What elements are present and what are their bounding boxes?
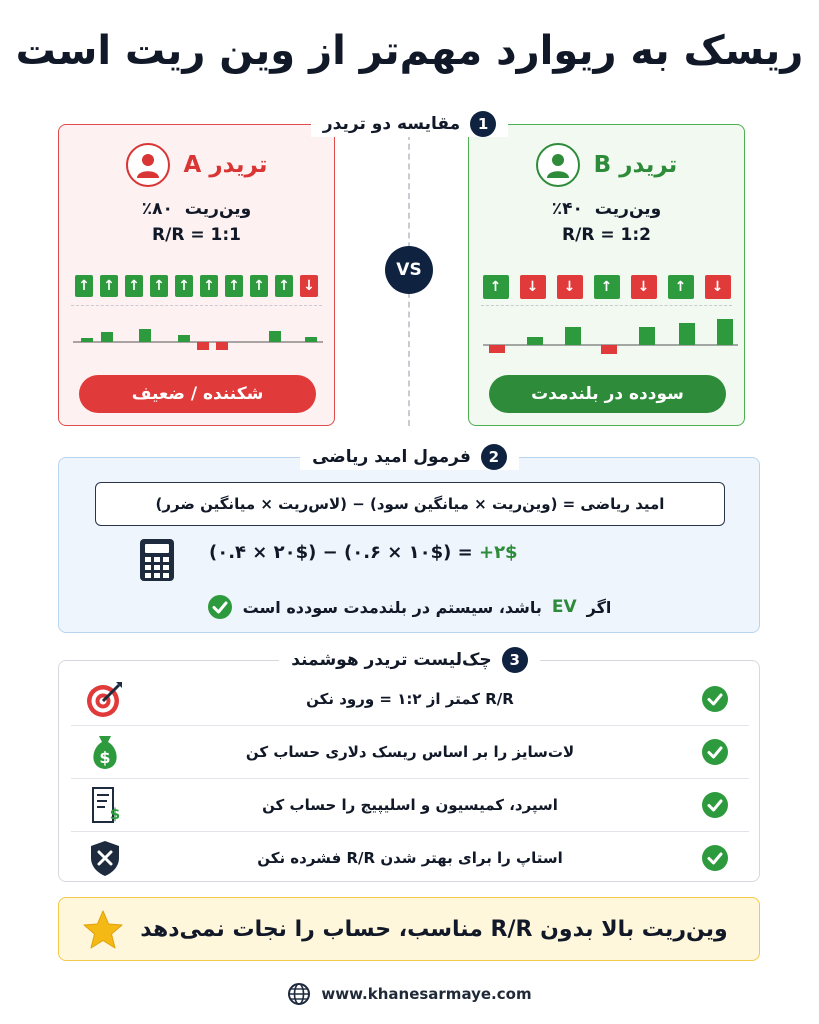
dashed-divider <box>71 305 322 306</box>
section-3-header <box>0 647 819 673</box>
arrow-up-icon: ↑ <box>594 275 620 299</box>
checklist-item <box>71 673 749 725</box>
check-circle-icon <box>701 738 729 766</box>
section-3-label: چک‌لیست تریدر هوشمند <box>291 650 492 670</box>
checklist-item-text: اسپرد، کمیسیون و اسلیپیج را حساب کن <box>262 796 558 814</box>
arrow-down-icon: ↓ <box>705 275 731 299</box>
trader-a-trade-arrows <box>59 275 334 297</box>
svg-text:$: $ <box>99 748 111 767</box>
ev-conclusion: اگر EV باشد، سیستم در بلندمدت سودده است <box>59 594 759 620</box>
section-1-label: مقایسه دو تریدر <box>322 114 461 134</box>
check-circle-icon <box>207 594 233 620</box>
checklist-section <box>58 660 760 882</box>
svg-text:$: $ <box>109 805 121 823</box>
vs-badge: VS <box>385 246 433 294</box>
arrow-up-icon: ↑ <box>175 275 193 297</box>
section-2-header <box>0 444 819 470</box>
trader-a-winrate: وین‌ریت ۸۰٪ <box>141 199 252 219</box>
checklist-item <box>71 726 749 778</box>
arrow-down-icon: ↓ <box>557 275 583 299</box>
trader-b-name: تریدر B <box>593 152 678 178</box>
arrow-down-icon: ↓ <box>300 275 318 297</box>
checklist-item-text: لات‌سایز را بر اساس ریسک دلاری حساب کن <box>245 743 575 761</box>
arrow-up-icon: ↑ <box>150 275 168 297</box>
trader-a-rr: R/R = 1:1 <box>152 225 241 245</box>
trader-a-name: تریدر A <box>183 152 268 178</box>
arrow-up-icon: ↑ <box>125 275 143 297</box>
section-1-number: 1 <box>470 111 496 137</box>
shield-x-icon <box>85 838 125 878</box>
arrow-up-icon: ↑ <box>275 275 293 297</box>
expected-value-section <box>58 457 760 633</box>
arrow-down-icon: ↓ <box>520 275 546 299</box>
section-1-header <box>0 111 819 137</box>
arrow-up-icon: ↑ <box>668 275 694 299</box>
money-bag-icon <box>85 732 125 772</box>
checklist-item <box>71 779 749 831</box>
invoice-icon <box>85 785 125 825</box>
trader-b-card <box>468 124 745 426</box>
trader-a-verdict: شکننده / ضعیف <box>79 375 316 413</box>
checklist-item-text: استاپ را برای بهتر شدن R/R فشرده نکن <box>257 849 563 867</box>
arrow-up-icon: ↑ <box>75 275 93 297</box>
section-2-number: 2 <box>481 444 507 470</box>
arrow-down-icon: ↓ <box>631 275 657 299</box>
user-avatar-icon <box>536 143 580 187</box>
target-icon <box>85 679 125 719</box>
checklist-item-text: R/R کمتر از ۱:۲ = ورود نکن <box>306 690 514 708</box>
trader-a-card <box>58 124 335 426</box>
trader-b-pnl-chart <box>483 317 738 367</box>
arrow-up-icon: ↑ <box>250 275 268 297</box>
dashed-divider <box>481 305 732 306</box>
banner-text: وین‌ریت بالا بدون R/R مناسب، حساب را نجات نمی‌دهد <box>140 916 728 942</box>
calculator-icon <box>139 538 175 582</box>
section-2-label: فرمول امید ریاضی <box>312 447 471 467</box>
ev-calculation: (۰.۴ × ۲۰$) − (۰.۶ × ۱۰$) = +۲$ <box>209 542 518 563</box>
trader-b-verdict: سودده در بلندمدت <box>489 375 726 413</box>
checklist-item <box>71 832 749 884</box>
arrow-up-icon: ↑ <box>100 275 118 297</box>
footer <box>0 982 819 1006</box>
ev-formula: امید ریاضی = (وین‌ریت × میانگین سود) − (لاس‌ریت × میانگین ضرر) <box>95 482 725 526</box>
arrow-up-icon: ↑ <box>200 275 218 297</box>
page-title: ریسک به ریوارد مهم‌تر از وین ریت است <box>15 28 804 74</box>
section-3-number: 3 <box>502 647 528 673</box>
arrow-up-icon: ↑ <box>483 275 509 299</box>
user-avatar-icon <box>126 143 170 187</box>
star-icon <box>81 908 125 952</box>
key-message-banner <box>58 897 760 961</box>
check-circle-icon <box>701 791 729 819</box>
check-circle-icon <box>701 685 729 713</box>
globe-icon <box>287 982 311 1006</box>
trader-b-rr: R/R = 1:2 <box>562 225 651 245</box>
trader-a-pnl-chart <box>73 317 323 367</box>
website-link[interactable]: www.khanesarmaye.com <box>321 985 532 1003</box>
trader-b-winrate: وین‌ریت ۴۰٪ <box>551 199 662 219</box>
trader-b-trade-arrows <box>469 275 744 299</box>
arrow-up-icon: ↑ <box>225 275 243 297</box>
check-circle-icon <box>701 844 729 872</box>
